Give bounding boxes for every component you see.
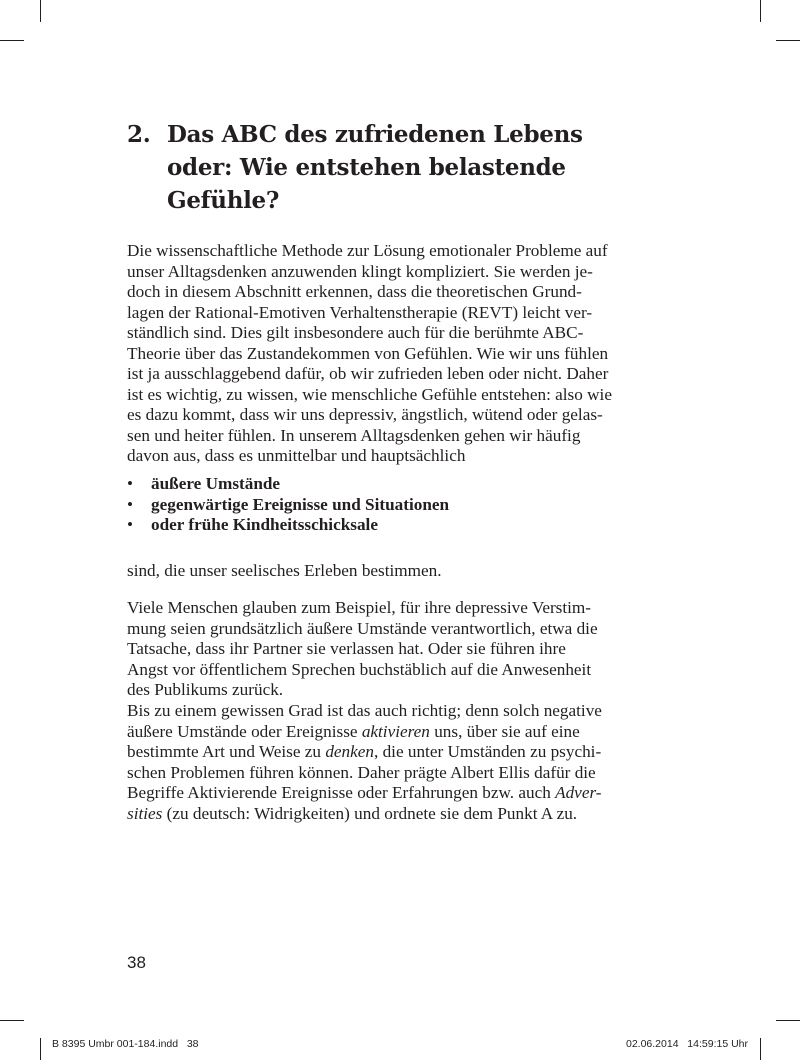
list-item-text: gegenwärtige Ereignisse und Situationen (151, 494, 450, 514)
chapter-number: 2. (127, 121, 151, 148)
text-line: es dazu kommt, dass wir uns depressiv, ängstlich, wütend oder gelas- (127, 405, 603, 424)
bullet-list (127, 474, 672, 536)
crop-mark (0, 1020, 24, 1021)
text-line: schen Problemen führen können. Daher prägte Albert Ellis dafür die (127, 762, 596, 782)
crop-mark (40, 1038, 41, 1060)
paragraph-intro (127, 241, 672, 467)
emphasis-aktivieren: aktivieren (361, 721, 430, 741)
text-line: unser Alltagsdenken anzuwenden klingt kompliziert. Sie werden je- (127, 261, 593, 281)
text-line: ist es wichtig, zu wissen, wie menschliche Gefühle entstehen: also wie (127, 384, 612, 404)
list-item (127, 515, 672, 536)
text-line: bestimmte Art und Weise zu denken, die unter Umständen zu psychi- (127, 742, 602, 761)
chapter-title-line: Das ABC des zufriedenen Lebens (167, 121, 583, 148)
paragraph-examples (127, 598, 672, 701)
text-line: Tatsache, dass ihr Partner sie verlassen hat. Oder sie führen ihre (127, 639, 566, 658)
chapter-title-line: Gefühle? (167, 187, 280, 214)
text-line: des Publikums zurück. (127, 680, 284, 699)
list-item (127, 495, 672, 516)
text-line: lagen der Rational-Emotiven Verhaltenstherapie (REVT) leicht ver- (127, 302, 593, 322)
paragraph-continuation (127, 561, 672, 582)
text-line: sen und heiter fühlen. In unserem Alltagsdenken gehen wir häufig (127, 425, 581, 445)
text-line: Theorie über das Zustandekommen von Gefühlen. Wie wir uns fühlen (127, 343, 609, 363)
list-item-text: oder frühe Kindheitsschicksale (151, 515, 378, 534)
chapter-title (167, 118, 667, 217)
text-line: Begriffe Aktivierende Ereignisse oder Erfahrungen bzw. auch Adver- (127, 783, 602, 802)
text-line: mung seien grundsätzlich äußere Umstände verantwortlich, etwa die (127, 618, 598, 638)
text-line: ständlich sind. Dies gilt insbesondere auch für die berühmte ABC- (127, 323, 584, 342)
chapter-title-line: oder: Wie entstehen belastende (167, 154, 566, 181)
crop-mark (760, 1038, 761, 1060)
print-slug-date: 02.06.2014 14:59:15 Uhr (625, 1038, 748, 1050)
emphasis-adversities: Adver- (555, 783, 602, 802)
text-line: Die wissenschaftliche Methode zur Lösung emotionaler Probleme auf (127, 241, 608, 260)
text-line: Bis zu einem gewissen Grad ist das auch richtig; denn solch negative (127, 701, 602, 720)
crop-mark (40, 0, 41, 22)
text-line: äußere Umstände oder Ereignisse aktivieren uns, über sie auf eine (127, 721, 580, 741)
print-slug-file: B 8395 Umbr 001-184.indd 38 (52, 1038, 199, 1050)
text-line: Viele Menschen glauben zum Beispiel, für ihre depressive Verstim- (127, 598, 592, 617)
paragraph-ellis (127, 701, 672, 824)
bullet-icon: • (127, 494, 134, 514)
text-line: sities (zu deutsch: Widrigkeiten) und ordnete sie dem Punkt A zu. (127, 803, 578, 823)
emphasis-denken: denken (325, 742, 374, 761)
bullet-icon: • (127, 515, 134, 534)
emphasis-adversities: sities (127, 803, 163, 823)
crop-mark (760, 0, 761, 22)
text-line: sind, die unser seelisches Erleben bestimmen. (127, 561, 442, 580)
text-line: davon aus, dass es unmittelbar und hauptsächlich (127, 446, 466, 465)
text-line: doch in diesem Abschnitt erkennen, dass die theoretischen Grund- (127, 282, 582, 301)
list-item-text: äußere Umstände (151, 474, 281, 493)
crop-mark (0, 40, 24, 41)
text-line: ist ja ausschlaggebend dafür, ob wir zufrieden leben oder nicht. Daher (127, 364, 609, 383)
page-number: 38 (127, 953, 146, 972)
list-item (127, 474, 672, 495)
crop-mark (776, 1020, 800, 1021)
bullet-icon: • (127, 474, 134, 493)
crop-mark (776, 40, 800, 41)
text-line: Angst vor öffentlichem Sprechen buchstäblich auf die Anwesenheit (127, 659, 592, 679)
